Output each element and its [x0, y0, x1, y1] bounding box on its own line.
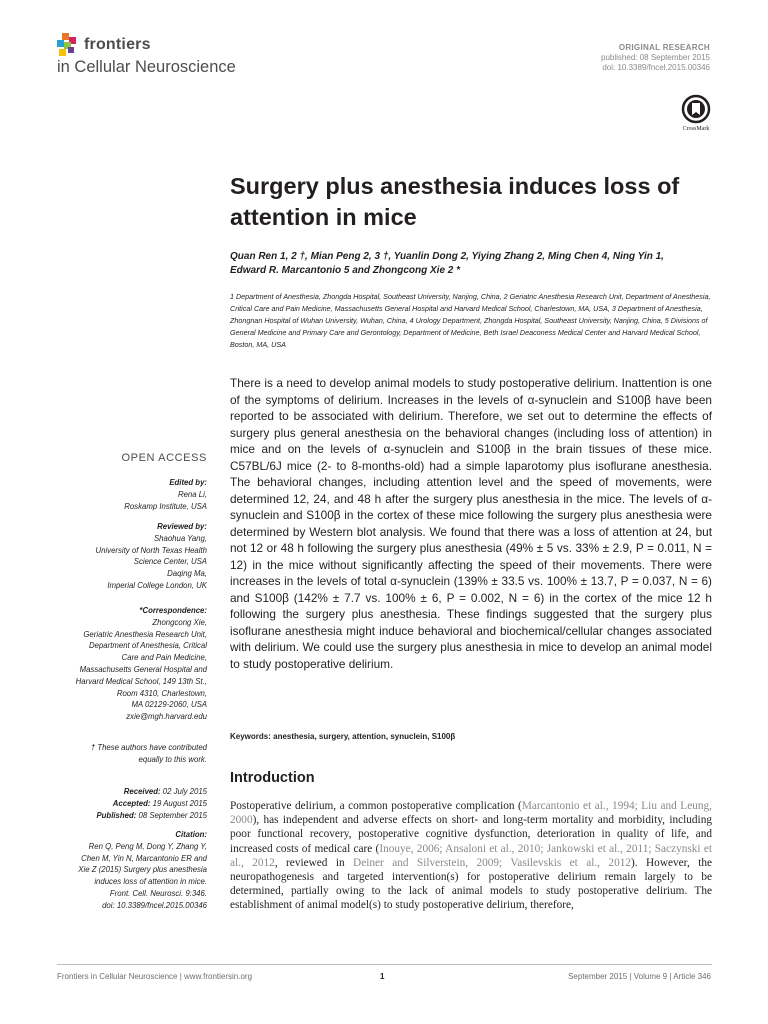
- citation-line: Ren Q, Peng M, Dong Y, Zhang Y,: [88, 841, 207, 851]
- correspondence-line: Geriatric Anesthesia Research Unit,: [83, 629, 207, 639]
- journal-name: in Cellular Neuroscience: [57, 58, 236, 76]
- reviewer-line: Daqing Ma,: [167, 569, 207, 579]
- correspondence-label: *Correspondence:: [139, 606, 207, 615]
- citation-line: Chen M, Yin N, Marcantonio ER and: [81, 853, 207, 863]
- published-label: Published:: [96, 810, 137, 820]
- citation-line: Front. Cell. Neurosci. 9:346.: [109, 888, 207, 898]
- correspondence-line: Harvard Medical School, 149 13th St.,: [75, 676, 207, 686]
- published-date: published: 08 September 2015: [601, 53, 710, 62]
- abstract: There is a need to develop animal models to study postoperative delirium. Inattention is one of the symptoms of delirium. Increases in the levels of α-synuclein and S100β have been reported to be associated with delirium. Therefore, we set out to determine the effects of surgery plus general anesthesia on the behavioral changes (including loss of attention) in mice and on the levels of α-synuclein and S100β in the brain tissues of these mice. C57BL/6J mice (2- to 8-months-old) had a simple laparotomy plus isoflurane anesthesia. The behavioral changes, including attention level and the speed of movements, were determined 12, 24, and 48 h after the surgery plus anesthesia in the mice. The levels of α-synuclein and S100β in the cortex of these mice following the surgery plus anesthesia were determined by Western blot analysis. We found that there was a loss of attention at 24, but not 12 or 48 h following the surgery plus anesthesia (49% ± 5 vs. 33% ± 2.9, P = 0.011, N = 12) in the mice without significantly affecting the speed of their movements. There were increases in the levels of total α-synuclein (139% ± 33.5 vs. 100% ± 13.7, P = 0.037, N = 6) and S100β (142% ± 7.7 vs. 100% ± 6, P = 0.002, N = 6) in the cortex of the mice 12 h following the surgery plus anesthesia. These findings suggested that the surgery plus isoflurane anesthesia might induce behavioral and biochemical/cellular changes associated with delirium. We could use the surgery plus anesthesia in mice to develop an animal model to study postoperative delirium.: [230, 376, 712, 671]
- correspondence-line: Care and Pain Medicine,: [121, 653, 207, 663]
- correspondence-line: Massachusetts General Hospital and: [79, 664, 207, 674]
- contribution-note: [32, 742, 207, 766]
- footer-journal[interactable]: Frontiers in Cellular Neuroscience | www.frontiersin.org: [57, 972, 253, 981]
- footer-divider: [57, 964, 712, 965]
- editor-line: Roskamp Institute, USA: [124, 501, 207, 511]
- accepted-label: Accepted:: [112, 798, 151, 808]
- reviewer-line: Science Center, USA: [133, 557, 207, 567]
- article-title: Surgery plus anesthesia induces loss of attention in mice: [230, 173, 680, 230]
- correspondence-line: MA 02129-2060, USA: [131, 700, 207, 710]
- reviewed-by-block: [32, 521, 207, 592]
- dates-block: [32, 786, 207, 821]
- reviewer-line: Imperial College London, UK: [107, 580, 207, 590]
- citation-link[interactable]: Deiner and Silverstein, 2009; Vasilevskis et al., 2012: [353, 856, 632, 869]
- article-type: ORIGINAL RESEARCH: [618, 43, 710, 52]
- affiliations: 1 Department of Anesthesia, Zhongda Hospital, Southeast University, Nanjing, China, 2 Geriatric Anesthesia Research Unit, Department of Anesthesia, Critical Care and Pain Medicine, Massachusetts General Hospital and Harvard Medical School, Charlestown, MA, USA, 3 Department of Anesthesia, Zhongnan Hospital of Wuhan University, Wuhan, China, 4 Urology Department, Zhongda Hospital, Southeast University, Nanjing, China, 5 Divisions of General Medicine and Primary Care and Gerontology, Department of Medicine, Beth Israel Deaconess Medical Center and Harvard Medical School, Boston, MA, USA: [230, 292, 711, 349]
- keywords: Keywords: anesthesia, surgery, attention, synuclein, S100β: [230, 732, 456, 741]
- authors-line-2: Edward R. Marcantonio 5 and Zhongcong Xie 2 *: [230, 265, 461, 276]
- edited-by-label: Edited by:: [169, 478, 207, 487]
- correspondence-line: Room 4310, Charlestown,: [116, 688, 207, 698]
- contrib-note-line: † These authors have contributed: [90, 743, 207, 752]
- author-list: [230, 250, 720, 278]
- introduction-paragraph: [230, 799, 712, 913]
- reviewer-line: University of North Texas Health: [95, 545, 207, 555]
- correspondence-email[interactable]: zxie@mgh.harvard.edu: [126, 712, 207, 722]
- reviewed-by-label: Reviewed by:: [157, 522, 207, 531]
- journal-brand: frontiers: [84, 36, 151, 53]
- frontiers-logo-icon: [57, 33, 79, 59]
- received-label: Received:: [123, 787, 161, 796]
- accepted-date: 19 August 2015: [152, 798, 207, 808]
- citation-block: [32, 829, 207, 912]
- page-number: 1: [380, 972, 385, 981]
- introduction-heading: Introduction: [230, 770, 315, 786]
- footer-issue: September 2015 | Volume 9 | Article 346: [568, 972, 711, 981]
- published-date-side: 08 September 2015: [138, 810, 207, 820]
- correspondence-line: Department of Anesthesia, Critical: [88, 641, 207, 651]
- authors-line-1: Quan Ren 1, 2 †, Mian Peng 2, 3 †, Yuanlin Dong 2, Yiying Zhang 2, Ming Chen 4, Ning Yin 1,: [230, 251, 664, 262]
- intro-text: ). However, the neuropathogenesis and targeted intervention(s) for postoperative delirium remain largely to be determined, partially owing to the lack of animal models to study postoperative delirium. The establishment of animal model(s) to study postoperative delirium, therefore,: [230, 856, 712, 912]
- doi[interactable]: doi: 10.3389/fncel.2015.00346: [602, 63, 710, 72]
- received-date: 02 July 2015: [162, 787, 207, 796]
- intro-text: ), has independent and adverse effects on short- and long-term mortality and morbidity, including poor functional recovery, postoperative cognitive dysfunction, deterioration in quality of life, and increased costs of medical care (: [230, 814, 712, 855]
- edited-by-block: [32, 477, 207, 512]
- citation-doi[interactable]: doi: 10.3389/fncel.2015.00346: [102, 900, 207, 910]
- editor-line: Rena Li,: [177, 489, 207, 499]
- citation-link[interactable]: Inouye, 2006; Ansaloni et al., 2010; Jankowski et al., 2011; Saczynski et al., 2012: [230, 842, 712, 869]
- open-access-label: OPEN ACCESS: [121, 452, 207, 464]
- citation-line: induces loss of attention in mice.: [94, 877, 207, 887]
- intro-text: Postoperative delirium, a common postoperative complication (: [230, 800, 522, 812]
- correspondence-line: Zhongcong Xie,: [152, 617, 207, 627]
- reviewer-line: Shaohua Yang,: [153, 533, 207, 543]
- crossmark-label: CrossMark: [682, 126, 710, 132]
- correspondence-block: [32, 605, 207, 723]
- intro-text: , reviewed in: [274, 856, 354, 869]
- contrib-note-line: equally to this work.: [138, 754, 207, 764]
- citation-line: Xie Z (2015) Surgery plus anesthesia: [78, 865, 207, 875]
- citation-label: Citation:: [175, 830, 207, 839]
- citation-link[interactable]: Marcantonio et al., 1994; Liu and Leung, 2000: [230, 800, 712, 827]
